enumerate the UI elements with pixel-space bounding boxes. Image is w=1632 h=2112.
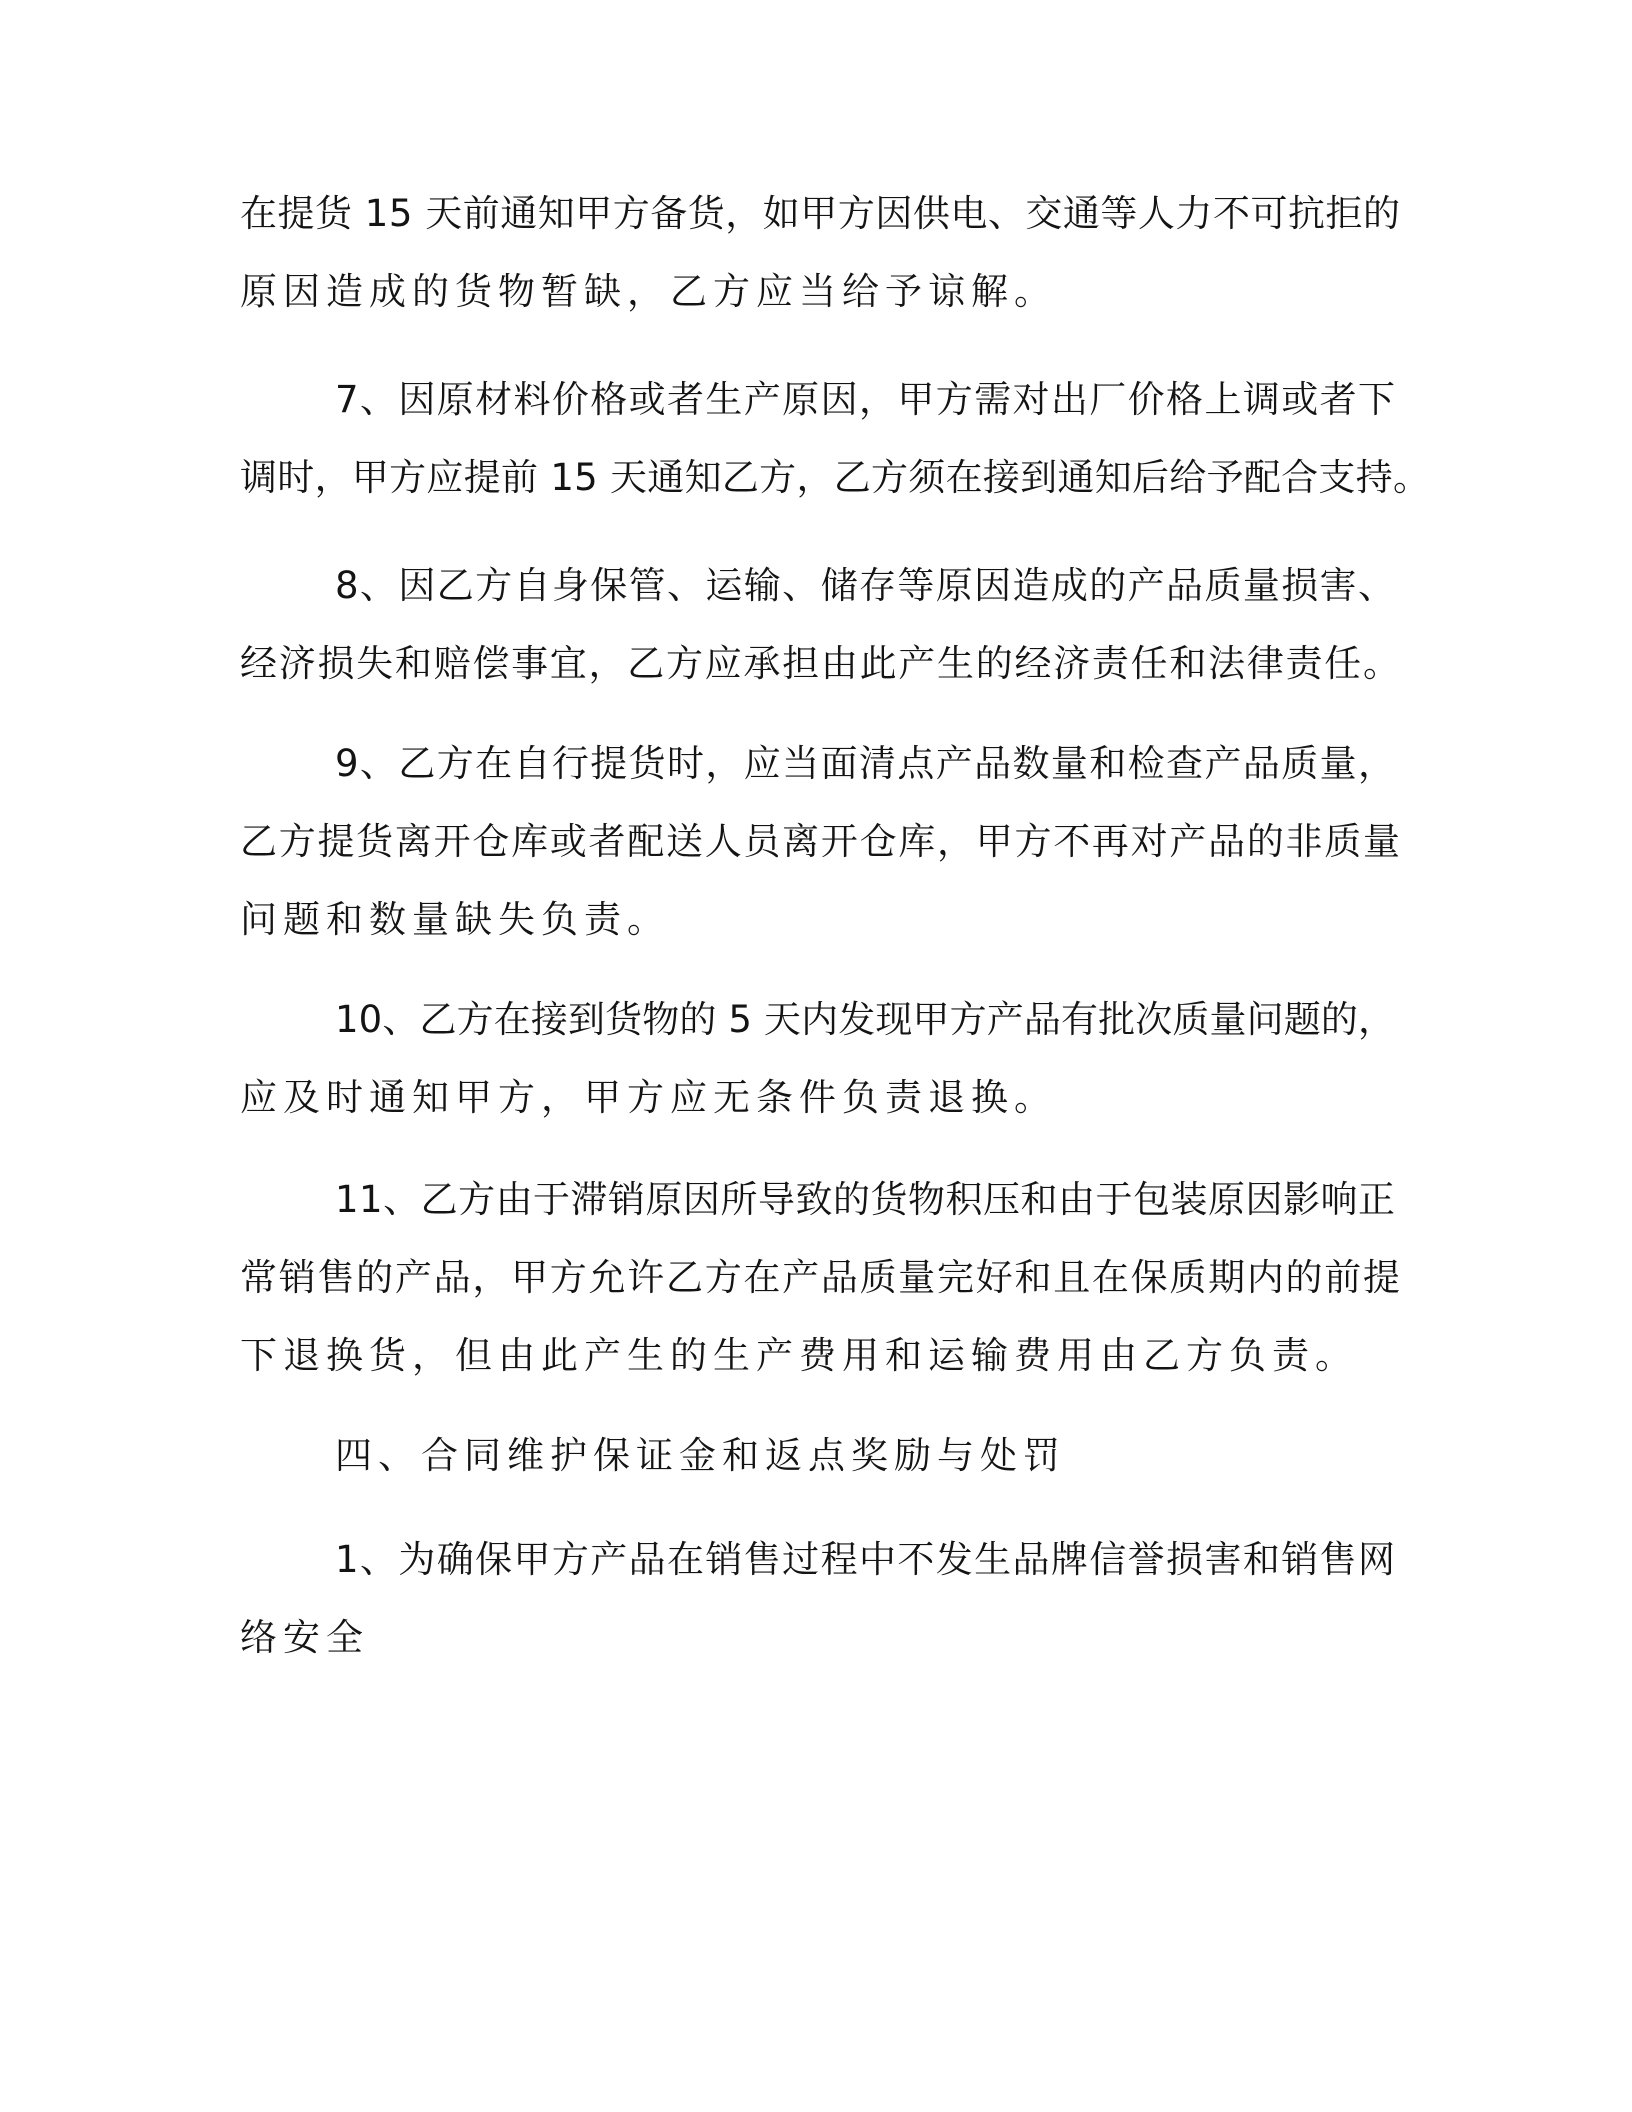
text-line: 在提货 15 天前通知甲方备货，如甲方因供电、交通等人力不可抗拒的: [240, 192, 1401, 235]
section-heading: 四、合同维护保证金和返点奖励与处罚: [335, 1434, 1066, 1477]
text-line: 11、乙方由于滞销原因所导致的货物积压和由于包装原因影响正: [335, 1178, 1396, 1221]
text-line: 9、乙方在自行提货时，应当面清点产品数量和检查产品质量，: [335, 742, 1397, 785]
text-line: 下退换货，但由此产生的生产费用和运输费用由乙方负责。: [240, 1334, 1358, 1377]
text-line: 1、为确保甲方产品在销售过程中不发生品牌信誉损害和销售网: [335, 1538, 1397, 1581]
text-line: 乙方提货离开仓库或者配送人员离开仓库，甲方不再对产品的非质量: [240, 820, 1402, 863]
text-line: 应及时通知甲方，甲方应无条件负责退换。: [240, 1076, 1057, 1119]
text-line: 10、乙方在接到货物的 5 天内发现甲方产品有批次质量问题的，: [335, 998, 1396, 1041]
text-line: 8、因乙方自身保管、运输、储存等原因造成的产品质量损害、: [335, 564, 1397, 607]
text-line: 常销售的产品，甲方允许乙方在产品质量完好和且在保质期内的前提: [240, 1256, 1402, 1299]
text-line: 经济损失和赔偿事宜，乙方应承担由此产生的经济责任和法律责任。: [240, 642, 1402, 685]
text-line: 7、因原材料价格或者生产原因，甲方需对出厂价格上调或者下: [335, 378, 1397, 421]
text-line: 调时，甲方应提前 15 天通知乙方，乙方须在接到通知后给予配合支持。: [240, 456, 1431, 499]
text-line: 络安全: [240, 1616, 369, 1659]
text-line: 原因造成的货物暂缺，乙方应当给予谅解。: [240, 270, 1057, 313]
text-line: 问题和数量缺失负责。: [240, 898, 670, 941]
